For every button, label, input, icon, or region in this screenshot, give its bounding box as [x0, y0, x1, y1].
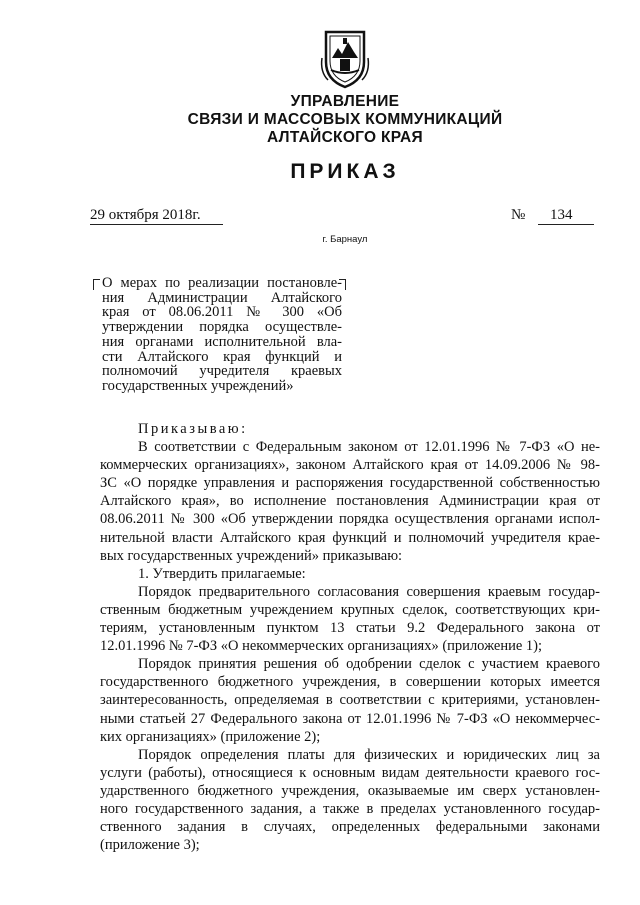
body-line: Порядок принятия решения об одобрении сделок с участием краевого: [138, 656, 600, 673]
body-line: вых государственных учреждений» приказываю:: [100, 547, 403, 564]
document-number: 134: [550, 207, 573, 223]
item-heading: 1. Утвердить прилагаемые:: [138, 565, 306, 582]
body-line: заинтересованность, определяемая в соответствии с критериями, установлен-: [100, 692, 600, 709]
order-subject: [102, 276, 342, 394]
number-label: №: [511, 207, 526, 223]
subject-line: государственных учреждений»: [102, 377, 294, 394]
document-date: 29 октября 2018г.: [90, 207, 201, 223]
org-name-line-2: СВЯЗИ И МАССОВЫХ КОММУНИКАЦИЙ: [187, 111, 503, 128]
body-line: нительной власти Алтайского края функций и полномочий учредителя крае-: [100, 529, 600, 546]
subject-bracket-left: [93, 279, 100, 290]
body-line: коммерческих организациях», законом Алтайского края от 14.09.2006 № 98-: [100, 457, 600, 474]
body-line: Алтайского края», во исполнение постановления Администрации края от: [100, 493, 600, 510]
body-line: ственным бюджетным учреждением крупных сделок, соответствующих кри-: [100, 601, 600, 618]
body-line: (приложение 3);: [100, 837, 200, 854]
subject-line: края от 08.06.2011 № 300 «Об: [102, 304, 342, 321]
subject-line: утверждении порядка осуществле-: [102, 319, 342, 336]
body-line: ного государственного задания, а также в пределах установленного государ-: [100, 800, 600, 817]
subject-line: полномочий учредителя краевых: [102, 363, 342, 380]
body-line: териям, установленным пунктом 13 статьи 9.2 Федерального закона от: [100, 620, 600, 637]
body-line: ких организациях» (приложение 2);: [100, 728, 321, 745]
body-line: ЗС «О порядке управления и распоряжения государственной собственностью: [100, 475, 600, 492]
coat-of-arms-emblem-icon: [318, 28, 372, 90]
order-word: Приказываю:: [138, 421, 248, 437]
number-underline: [538, 224, 594, 225]
body-line: 08.06.2011 № 300 «Об утверждении порядка осуществления органами испол-: [100, 511, 600, 528]
body-line: ственного задания в случаях, определенных федеральными законами: [100, 819, 600, 836]
org-name-line-1: УПРАВЛЕНИЕ: [290, 93, 400, 110]
date-underline: [90, 224, 223, 225]
body-line: Порядок предварительного согласования совершения краевым государ-: [138, 583, 600, 600]
org-name-line-3: АЛТАЙСКОГО КРАЯ: [266, 129, 423, 146]
body-line: Порядок определения платы для физических и юридических лиц за: [138, 746, 600, 763]
subject-line: ния органами исполнительной вла-: [102, 333, 342, 350]
subject-line: сти Алтайского края функций и: [102, 348, 342, 365]
body-line: ными статьей 27 Федерального закона от 12.01.1996 № 7-ФЗ «О некоммерчес-: [100, 710, 600, 727]
body-line: услуги (работы), относящиеся к основным видам деятельности краевого гос-: [100, 764, 600, 781]
document-type-title: ПРИКАЗ: [290, 160, 400, 183]
issue-city: г. Барнаул: [322, 234, 368, 245]
body-line: ударственного бюджетного учреждения, оказываемые им сверх установлен-: [100, 782, 600, 799]
body-line: государственного бюджетного учреждения, в совершении которых имеется: [100, 674, 600, 691]
subject-line: О мерах по реализации постановле-: [102, 275, 342, 291]
order-body: [100, 420, 600, 854]
body-line: 12.01.1996 № 7-ФЗ «О некоммерческих организациях» (приложение 1);: [100, 638, 543, 655]
body-line: В соответствии с Федеральным законом от 12.01.1996 № 7-ФЗ «О не-: [138, 439, 600, 456]
subject-line: ния Администрации Алтайского: [102, 289, 342, 306]
